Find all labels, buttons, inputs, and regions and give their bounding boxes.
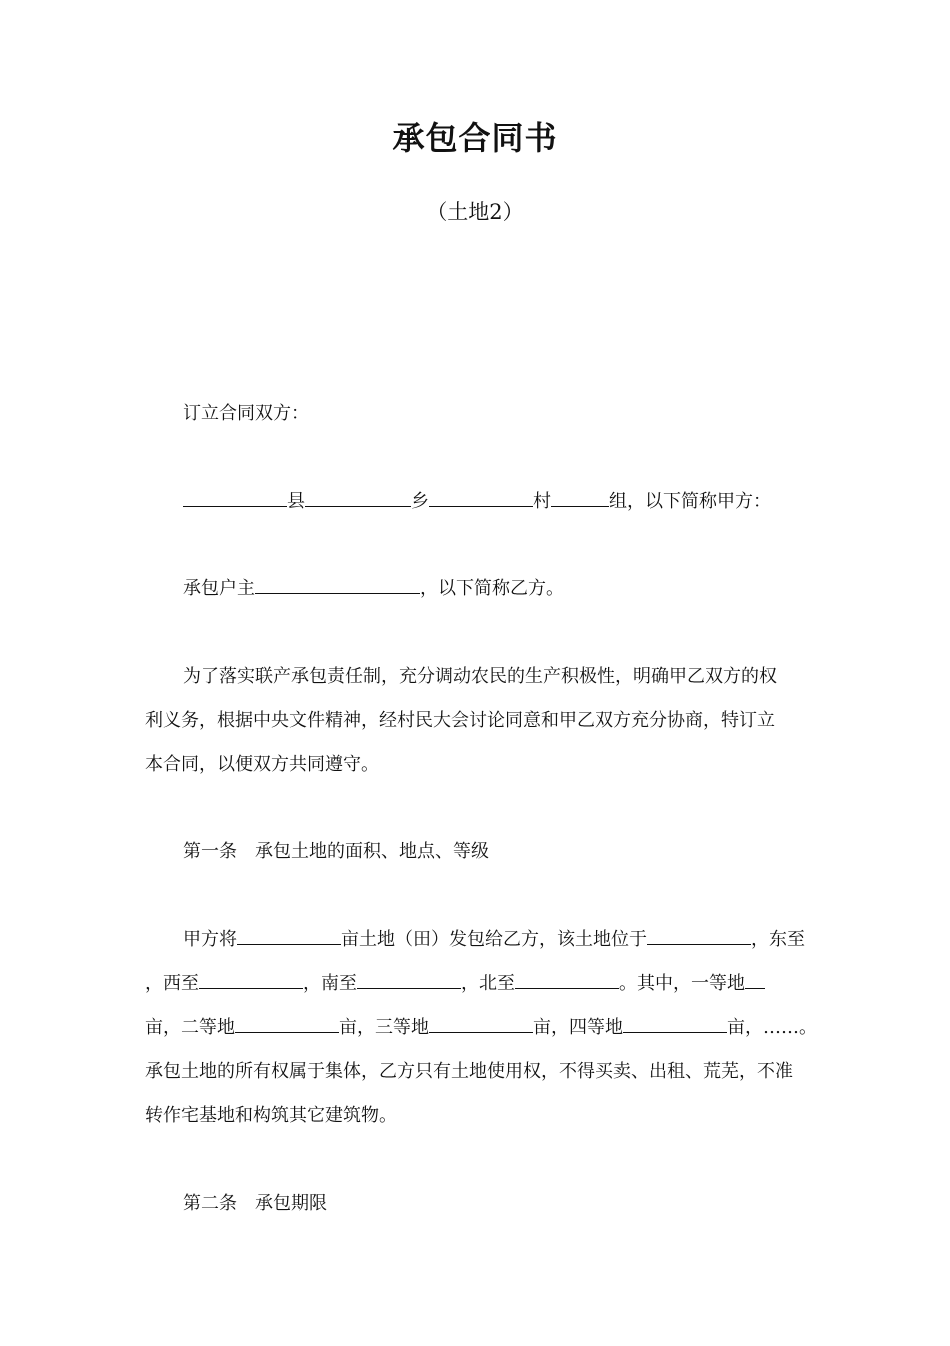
article-2-heading bbox=[183, 1188, 823, 1220]
grade-1-blank bbox=[745, 968, 765, 989]
text-segment: 。其中，一等地 bbox=[619, 973, 745, 994]
preamble-line-1: 为了落实联产承包责任制，充分调动农民的生产积极性，明确甲乙双方的权 bbox=[183, 666, 777, 687]
preamble-line-3: 本合同，以便双方共同遵守。 bbox=[145, 754, 379, 775]
text-segment: 甲方将 bbox=[183, 929, 237, 950]
document-subtitle: （土地2） bbox=[426, 200, 524, 224]
article-1-line-3 bbox=[145, 1012, 815, 1044]
article-2-title: 承包期限 bbox=[255, 1193, 327, 1214]
county-label: 县 bbox=[287, 491, 305, 512]
south-blank bbox=[357, 968, 461, 989]
text-segment: ，南至 bbox=[303, 973, 357, 994]
text-segment: 亩，四等地 bbox=[533, 1017, 623, 1038]
article-1-line-4: 承包土地的所有权属于集体，乙方只有土地使用权，不得买卖、出租、荒芜，不准 bbox=[145, 1061, 793, 1082]
text-segment: 亩土地（田）发包给乙方，该土地位于 bbox=[341, 929, 647, 950]
grade-4-blank bbox=[623, 1012, 727, 1033]
text-segment: 亩，二等地 bbox=[145, 1017, 235, 1038]
north-blank bbox=[515, 968, 619, 989]
householder-blank bbox=[255, 573, 420, 594]
article-1-number: 第一条 bbox=[183, 841, 237, 862]
location-blank bbox=[647, 924, 751, 945]
party-b-prefix: 承包户主 bbox=[183, 578, 255, 599]
village-label: 村 bbox=[533, 491, 551, 512]
article-1-heading bbox=[183, 836, 823, 868]
document-title: 承包合同书 bbox=[392, 119, 558, 157]
article-1-title: 承包土地的面积、地点、等级 bbox=[255, 841, 489, 862]
article-1-line-5: 转作宅基地和构筑其它建筑物。 bbox=[145, 1105, 397, 1126]
township-blank bbox=[305, 486, 411, 507]
text-segment: 亩，三等地 bbox=[339, 1017, 429, 1038]
group-label: 组，以下简称甲方： bbox=[609, 491, 771, 512]
text-segment: ，西至 bbox=[145, 973, 199, 994]
area-blank bbox=[237, 924, 341, 945]
grade-3-blank bbox=[429, 1012, 533, 1033]
article-1-line-1 bbox=[183, 924, 823, 956]
township-label: 乡 bbox=[411, 491, 429, 512]
article-1-line-2 bbox=[145, 968, 815, 1000]
west-blank bbox=[199, 968, 303, 989]
party-b-line bbox=[183, 573, 823, 605]
article-2-number: 第二条 bbox=[183, 1193, 237, 1214]
county-blank bbox=[183, 486, 287, 507]
village-blank bbox=[429, 486, 533, 507]
text-segment: ，北至 bbox=[461, 973, 515, 994]
text-segment: 亩，……。 bbox=[727, 1017, 817, 1038]
grade-2-blank bbox=[235, 1012, 339, 1033]
text-segment: ，东至 bbox=[751, 929, 805, 950]
party-b-suffix: ，以下简称乙方。 bbox=[420, 578, 564, 599]
parties-heading: 订立合同双方： bbox=[183, 403, 309, 424]
preamble-line-2: 利义务，根据中央文件精神，经村民大会讨论同意和甲乙双方充分协商，特订立 bbox=[145, 710, 775, 731]
group-blank bbox=[551, 486, 609, 507]
party-a-line bbox=[183, 486, 823, 518]
